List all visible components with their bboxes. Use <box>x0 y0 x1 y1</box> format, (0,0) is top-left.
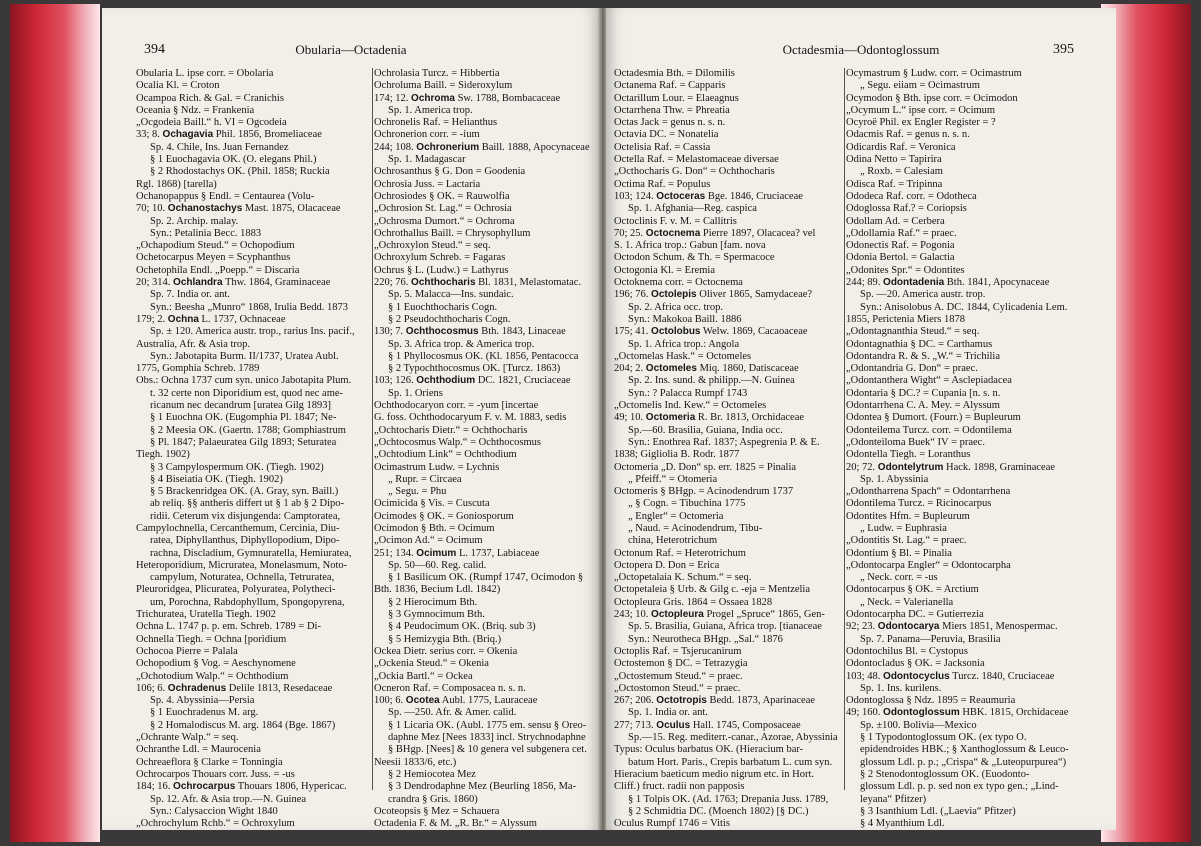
entry-line: Odonteilema Turcz. corr. = Odontilema <box>846 424 1012 436</box>
entry-line: 103; 124. Octoceras Bge. 1846, Cruciaceae <box>614 190 803 202</box>
entry-line: Syn.: Calysaccion Wight 1840 <box>150 805 278 817</box>
entry-line: Sp. 5. Malacca—Ins. sundaic. <box>388 289 514 301</box>
entry-line: Ochopodium § Vog. = Aeschynomene <box>136 658 296 670</box>
entry-line: Odacmis Raf. = genus n. s. n. <box>846 129 970 141</box>
entry-line: § 2 Stenodontoglossum OK. (Euodonto- <box>860 768 1030 780</box>
right-page-title: Octadesmia—Odontoglossum <box>782 42 940 57</box>
entry-line: Octomeria „D. Don“ sp. err. 1825 = Pinalia <box>614 461 797 473</box>
entry-line: „Ochrosion St. Lag.“ = Ochrosia <box>374 203 512 215</box>
entry-line: Sp. 2. Archip. malay. <box>150 215 239 227</box>
column-divider <box>372 68 373 790</box>
entry-line: Sp. 4. Chile, Ins. Juan Fernandez <box>150 141 289 153</box>
entry-line: Ochrolasia Turcz. = Hibbertia <box>374 68 500 79</box>
entry-line: Sp. ±100. Bolivia—Mexico <box>860 719 977 731</box>
entry-line: „Octostomon Steud.“ = praec. <box>614 682 741 694</box>
entry-line: 244; 89. Odontadenia Bth. 1841, Apocynaceae <box>846 277 1050 289</box>
entry-line: 130; 7. Ochthocosmus Bth. 1843, Linaceae <box>374 326 566 338</box>
entry-line: Syn.: Neurotheca BHgp. „Sal.“ 1876 <box>628 633 783 645</box>
entry-line: § 5 Brackenridgea OK. (A. Gray, syn. Baill.) <box>150 486 339 498</box>
entry-line: Australia, Afr. & Asia trop. <box>136 338 251 350</box>
entry-line: Ochrosia Juss. = Lactaria <box>374 178 481 190</box>
entry-line: § 3 Gymnocimum Bth. <box>388 609 485 621</box>
entry-line: Syn.: Beesha „Munro“ 1868, Irulia Bedd. 1873 <box>150 301 349 313</box>
entry-line: Syn.: Anisolobus A. DC. 1844, Cylicadenia Lem. <box>860 301 1068 313</box>
entry-line: Ocymastrum § Ludw. corr. = Ocimastrum <box>846 68 1022 79</box>
entry-line: Trichuratea, Uratella Tiegh. 1902 <box>136 609 276 621</box>
entry-line: Pleuroridgea, Plicuratea, Polyuratea, Polytheci- <box>136 584 336 596</box>
entry-line: Odicardis Raf. = Veronica <box>846 141 956 153</box>
entry-line: Syn.: Petalinia Becc. 1883 <box>150 227 262 239</box>
entry-line: Obs.: Ochna 1737 cum syn. unico Jabotapita Plum. <box>136 375 352 387</box>
entry-line: Octopera D. Don = Erica <box>614 559 720 571</box>
entry-line: Octonum Raf. = Heterotrichum <box>614 547 746 559</box>
entry-line: 243; 10. Octopleura Progel „Spruce“ 1865, Gen- <box>614 609 825 621</box>
entry-line: Ochna L. 1747 p. p. em. Schreb. 1789 = Di- <box>136 621 321 633</box>
entry-line: Neesii 1833/6, etc.) <box>374 756 457 768</box>
entry-line: Sp. 12. Afr. & Asia trop.—N. Guinea <box>150 793 307 805</box>
entry-line: 1838; Gigliolia B. Rodr. 1877 <box>614 449 740 461</box>
entry-line: „Octostemum Steud.“ = praec. <box>614 670 743 682</box>
right-page-number: 395 <box>1053 42 1074 57</box>
entry-line: 174; 12. Ochroma Sw. 1788, Bombacaceae <box>374 92 561 104</box>
entry-line: Sp. 1. America trop. <box>388 104 473 116</box>
entry-line: Odontella Tiegh. = Loranthus <box>846 449 971 461</box>
entry-line: Octodon Schum. & Th. = Spermacoce <box>614 252 775 264</box>
entry-line: Odontandra R. & S. „W.“ = Trichilia <box>846 350 1000 362</box>
left-page-header <box>102 42 600 60</box>
entry-line: Octarillum Lour. = Elaeagnus <box>614 92 739 104</box>
entry-line: 277; 713. Oculus Hall. 1745, Composaceae <box>614 719 801 731</box>
entry-line: § 4 Peudocimum OK. (Briq. sub 3) <box>388 621 536 633</box>
entry-line: 103; 48. Odontocyclus Turcz. 1840, Cruciaceae <box>846 670 1055 682</box>
entry-line: § 2 Typochthocosmus OK. [Turcz. 1863) <box>388 363 561 375</box>
entry-line: 179; 2. Ochna L. 1737, Ochnaceae <box>136 313 286 325</box>
entry-line: 1855, Perictenia Miers 1878 <box>846 313 965 325</box>
entry-line: § 1 Euochagavia OK. (O. elegans Phil.) <box>150 154 317 166</box>
entry-line: „Ocimon Ad.“ = Ocimum <box>374 535 483 547</box>
entry-line: rachna, Discladium, Gymnuratella, Hemiuratea, <box>150 547 352 559</box>
entry-line: Odontites Hfm. = Bupleurum <box>846 510 970 522</box>
entry-line: Ochroxylum Schreb. = Fagaras <box>374 252 506 264</box>
entry-line: 103; 126. Ochthodium DC. 1821, Cruciaceae <box>374 375 571 387</box>
entry-line: Odontarrhena C. A. Mey. = Alyssum <box>846 400 1000 412</box>
entry-line: 49; 10. Octomeria R. Br. 1813, Orchidaceae <box>614 412 805 424</box>
entry-line: 70; 10. Ochanostachys Mast. 1875, Olacaceae <box>136 203 341 215</box>
entry-line: § 2 Pseudochthocharis Cogn. <box>388 313 511 325</box>
entry-line: Odoglossa Raf.? = Coriopsis <box>846 203 967 215</box>
entry-line: Odontoglossa § Ndz. 1895 = Reaumuria <box>846 695 1016 707</box>
entry-line: § 1 Euochthocharis Cogn. <box>388 301 498 313</box>
entry-line: Odontilema Turcz. = Ricinocarpus <box>846 498 992 510</box>
entry-line: § 4 Myanthium Ldl. <box>860 818 945 830</box>
entry-line: § 2 Hemiocotea Mez <box>388 768 476 780</box>
entry-line: Ocimicida § Vis. = Cuscuta <box>374 498 490 510</box>
entry-line: § 2 Rhodostachys OK. (Phil. 1858; Ruckia <box>150 166 330 178</box>
entry-line: Ocimodon § Bth. = Ocimum <box>374 522 495 534</box>
entry-line: Rgl. 1868) [tarella) <box>136 178 217 190</box>
entry-line: 1775, Gomphia Schreb. 1789 <box>136 363 260 375</box>
entry-line: Ocalia Kl. = Croton <box>136 80 220 92</box>
entry-line: Octella Raf. = Melastomaceae diversae <box>614 154 779 166</box>
entry-line: § 1 Euochna OK. (Eugomphia Pl. 1847; Ne- <box>150 412 337 424</box>
entry-line: „Ochtodium Link“ = Ochthodium <box>374 449 517 461</box>
entry-line: Hieracium baeticum medio nigrum etc. in Hort. <box>614 768 815 780</box>
entry-line: t. 32 certe non Diporidium est, quod nec ame- <box>150 387 344 399</box>
entry-line: „Odontandria G. Don“ = praec. <box>846 363 978 375</box>
right-page-header <box>606 42 1116 60</box>
entry-line: Ochnella Tiegh. = Ochna [poridium <box>136 633 287 645</box>
entry-line: Odisca Raf. = Tripinna <box>846 178 943 190</box>
left-page-title: Obularia—Octadenia <box>295 42 407 57</box>
entry-line: Octoplis Raf. = Tsjerucanirum <box>614 645 742 657</box>
entry-line: 92; 23. Odontocarya Miers 1851, Menospermac. <box>846 621 1058 633</box>
entry-line: 100; 6. Ocotea Aubl. 1775, Lauraceae <box>374 695 538 707</box>
entry-line: Ochrosiodes § OK. = Rauwolfia <box>374 190 510 202</box>
entry-line: Ocneron Raf. = Composacea n. s. n. <box>374 682 526 694</box>
entry-line: 20; 314. Ochlandra Thw. 1864, Graminaceae <box>136 277 331 289</box>
entry-line: § 1 Typodontoglossum OK. (ex typo O. <box>860 732 1027 744</box>
entry-line: Ochthodocaryon corr. = -yum [incertae <box>374 400 539 412</box>
entry-line: Syn.: Makokoa Baill. 1886 <box>628 313 742 325</box>
entry-line: Sp.—60. Brasilia, Guiana, India occ. <box>628 424 783 436</box>
entry-line: 267; 206. Octotropis Bedd. 1873, Aparinaceae <box>614 695 816 707</box>
left-column-2 <box>374 68 596 830</box>
entry-line: Ochreaeflora § Clarke = Tonningia <box>136 756 283 768</box>
entry-line: § 1 Tolpis OK. (Ad. 1763; Drepania Juss. 1789, <box>628 793 829 805</box>
entry-line: Octas Jack = genus n. s. n. <box>614 117 726 129</box>
entry-line: Typus: Oculus barbatus OK. (Hieracium bar- <box>614 744 804 756</box>
entry-line: Ochetophila Endl. „Poepp.“ = Discaria <box>136 264 300 276</box>
entry-line: Oculus Rumpf 1746 = Vitis <box>614 818 730 830</box>
right-column-2 <box>846 68 1082 830</box>
entry-line: Ochocoa Pierre = Palala <box>136 645 238 657</box>
entry-line: Octoclinis F. v. M. = Callitris <box>614 215 737 227</box>
entry-line: „Odontitis St. Lag.“ = praec. <box>846 535 967 547</box>
entry-line: 106; 6. Ochradenus Delile 1813, Resedaceae <box>136 682 333 694</box>
entry-line: 204; 2. Octomeles Miq. 1860, Datiscaceae <box>614 363 799 375</box>
entry-line: Heteroporidium, Micruratea, Monelasmum, Noto- <box>136 559 348 571</box>
entry-line: § 1 Basilicum OK. (Rumpf 1747, Ocimodon § <box>388 572 584 584</box>
entry-line: Ochrothallus Baill. = Chrysophyllum <box>374 227 531 239</box>
entry-line: Octavia DC. = Nonatelia <box>614 129 719 141</box>
entry-line: § 3 Isanthium Ldl. („Laevia“ Pfitzer) <box>860 805 1016 817</box>
entry-line: „Ochotodium Walp.“ = Ochthodium <box>136 670 289 682</box>
entry-line: S. 1. Africa trop.: Gabun [fam. nova <box>614 240 766 252</box>
entry-line: Sp. —250. Afr. & Amer. calid. <box>388 707 517 719</box>
entry-line: Bth. 1836, Becium Ldl. 1842) <box>374 584 501 596</box>
entry-line: china, Heterotrichum <box>628 535 718 547</box>
entry-line: glossum Ldl. p. p.; „Crispa“ & „Luteopurpurea“) <box>860 756 1067 768</box>
entry-line: Ocampoa Rich. & Gal. = Cranichis <box>136 92 284 104</box>
entry-line: 175; 41. Octolobus Welw. 1869, Cacaoaceae <box>614 326 808 338</box>
entry-line: „Ochrochylum Rchb.“ = Ochroxylum <box>136 818 295 830</box>
entry-line: Syn.: Jabotapita Burm. II/1737, Uratea Aubl. <box>150 350 339 362</box>
entry-line: Octostemon § DC. = Tetrazygia <box>614 658 748 670</box>
entry-line: 244; 108. Ochronerium Baill. 1888, Apocynaceae <box>374 141 590 153</box>
entry-line: Ocyroë Phil. ex Engler Register = ? <box>846 117 996 129</box>
entry-line: Ochrosanthus § G. Don = Goodenia <box>374 166 526 178</box>
entry-line: „Ochapodium Steud.“ = Ochopodium <box>136 240 295 252</box>
entry-line: „ Ludw. = Euphrasia <box>860 522 947 534</box>
entry-line: epidendroides HBK.; § Xanthoglossum & Leuco- <box>860 744 1069 756</box>
entry-line: Obularia L. ipse corr. = Obolaria <box>136 68 274 79</box>
entry-line: Odollam Ad. = Cerbera <box>846 215 945 227</box>
entry-line: „Ocgodeia Baill.“ h. VI = Ogcodeia <box>136 117 287 129</box>
entry-line: Sp. 1. Ins. kurilens. <box>860 682 942 694</box>
entry-line: Octanema Raf. = Capparis <box>614 80 726 92</box>
entry-line: Ocimodes § OK. = Goniosporum <box>374 510 514 522</box>
entry-line: ab reliq. §§ antheris differt ut § 1 ab § 2 Dipo- <box>150 498 345 510</box>
entry-line: „Ockenia Steud.“ = Okenia <box>374 658 489 670</box>
entry-line: Sp. ± 120. America austr. trop., rarius Ins. pacif., <box>150 326 355 338</box>
entry-line: Ochrocarpos Thouars corr. Juss. = -us <box>136 768 295 780</box>
entry-line: „Odontagnanthia Steud.“ = seq. <box>846 326 980 338</box>
entry-line: Ockea Dietr. serius corr. = Okenia <box>374 645 518 657</box>
entry-line: „Octomelas Hask.“ = Octomeles <box>614 350 752 362</box>
entry-line: „Octhocharis G. Don“ = Ochthocharis <box>614 166 775 178</box>
entry-line: Ochronelis Raf. = Helianthus <box>374 117 498 129</box>
entry-line: § 5 Hemizygia Bth. (Briq.) <box>388 633 502 645</box>
entry-line: „ Segu. = Phu <box>388 486 447 498</box>
entry-line: Octelisia Raf. = Cassia <box>614 141 711 153</box>
entry-line: crandra § Gris. 1860) <box>388 793 478 805</box>
entry-line: „ Roxb. = Calesiam <box>860 166 943 178</box>
entry-line: 184; 16. Ochrocarpus Thouars 1806, Hypericac. <box>136 781 347 793</box>
entry-line: „ § Cogn. = Tibuchina 1775 <box>628 498 746 510</box>
entry-line: Sp. 4. Abyssinia—Persia <box>150 695 255 707</box>
entry-line: „Ochrosma Dumort.“ = Ochroma <box>374 215 515 227</box>
entry-line: „ Rupr. = Circaea <box>388 473 462 485</box>
entry-line: Odontocarpus § OK. = Arctium <box>846 584 979 596</box>
entry-line: Sp. 2. Ins. sund. & philipp.—N. Guinea <box>628 375 795 387</box>
entry-line: Odonectis Raf. = Pogonia <box>846 240 955 252</box>
entry-line: Octadenia F. & M. „R. Br.“ = Alyssum <box>374 818 537 830</box>
entry-line: „ Naud. = Acinodendrum, Tibu- <box>628 522 763 534</box>
entry-line: Sp. 7. India or. ant. <box>150 289 230 301</box>
entry-line: Sp.—15. Reg. mediterr.-canar., Azorae, Abyssinia <box>628 732 838 744</box>
entry-line: § 4 Biseiatia OK. (Tiegh. 1902) <box>150 473 283 485</box>
entry-line: „Ockia Bartl.“ = Ockea <box>374 670 473 682</box>
entry-line: „ Segu. eiiam = Ocimastrum <box>860 80 980 92</box>
entry-line: § Pl. 1847; Palaeuratea Gilg 1893; Seturatea <box>150 436 337 448</box>
entry-line: „Odontharrena Spach“ = Odontarrhena <box>846 486 1011 498</box>
right-page <box>606 8 1116 830</box>
left-page-number: 394 <box>144 42 165 57</box>
entry-line: Octadesmia Bth. = Dilomilis <box>614 68 735 79</box>
entry-line: „Ochtocosmus Walp.“ = Ochthocosmus <box>374 436 542 448</box>
entry-line: 220; 76. Ochthocharis Bl. 1831, Melastomatac. <box>374 277 582 289</box>
entry-line: daphne Mez [Nees 1833] incl. Strychnodaphne <box>388 732 586 744</box>
entry-line: 20; 72. Odontelytrum Hack. 1898, Graminaceae <box>846 461 1056 473</box>
entry-line: Ocimastrum Ludw. = Lychnis <box>374 461 500 473</box>
entry-line: Octima Raf. = Populus <box>614 178 711 190</box>
entry-line: Ochroluma Baill. = Sideroxylum <box>374 80 513 92</box>
entry-line: Ochranthe Ldl. = Maurocenia <box>136 744 261 756</box>
entry-line: Odontocladus § OK. = Jacksonia <box>846 658 985 670</box>
entry-line: Odontagnathia § DC. = Carthamus <box>846 338 993 350</box>
right-column-1 <box>614 68 846 830</box>
entry-line: Odontaria § DC.? = Cupania [n. s. n. <box>846 387 1001 399</box>
left-column-1 <box>136 68 368 830</box>
entry-line: § 2 Hierocimum Bth. <box>388 596 478 608</box>
entry-line: „Ochtocharis Dietr.“ = Ochthocharis <box>374 424 528 436</box>
entry-line: 49; 160. Odontoglossum HBK. 1815, Orchidaceae <box>846 707 1069 719</box>
entry-line: „ Engler“ = Octomeria <box>628 510 724 522</box>
entry-line: „Ocymum L.“ ipse corr. = Ocimum <box>846 104 996 116</box>
entry-line: Sp. 1. Madagascar <box>388 154 466 166</box>
entry-line: § 2 Schmidtia DC. (Moench 1802) [§ DC.) <box>628 805 809 817</box>
entry-line: „Odonites Spr.“ = Odontites <box>846 264 965 276</box>
entry-line: Octomeris § BHgp. = Acinodendrum 1737 <box>614 486 794 498</box>
entry-line: Oceania § Ndz. = Frankenia <box>136 104 255 116</box>
entry-line: Ochanopappus § Endl. = Centaurea (Volu- <box>136 190 315 202</box>
entry-line: 251; 134. Ocimum L. 1737, Labiaceae <box>374 547 540 559</box>
entry-line: Octoknema corr. = Octocnema <box>614 277 743 289</box>
entry-line: Sp. 50—60. Reg. calid. <box>388 559 487 571</box>
entry-line: „Odonteiloma Buek“ IV = praec. <box>846 436 985 448</box>
entry-line: Ochronerion corr. = -ium <box>374 129 480 141</box>
entry-line: ridii. Ceterum vix disjungenda: Camptoratea, <box>150 510 341 522</box>
entry-line: Ochrus § L. (Ludw.) = Lathyrus <box>374 264 509 276</box>
entry-line: Sp. 2. Africa occ. trop. <box>628 301 724 313</box>
left-page-edges <box>10 4 100 842</box>
entry-line: § 3 Dendrodaphne Mez (Beurling 1856, Ma- <box>388 781 577 793</box>
entry-line: Sp. 7. Panama—Peruvia, Brasilia <box>860 633 1001 645</box>
entry-line: 70; 25. Octocnema Pierre 1897, Olacacea? vel <box>614 227 816 239</box>
entry-line: „ Neck. corr. = -us <box>860 572 938 584</box>
entry-line: Campylochnella, Cercanthemum, Cercinia, Diu- <box>136 522 340 534</box>
entry-line: Odontocarpha DC. = Gutierrezia <box>846 609 984 621</box>
entry-line: § 2 Homalodiscus M. arg. 1864 (Bge. 1867) <box>150 719 336 731</box>
entry-line: campylum, Noturatea, Ochnella, Tetruratea, <box>150 572 335 584</box>
entry-line: „Ochroxylon Steud.“ = seq. <box>374 240 491 252</box>
entry-line: Octogonia Kl. = Eremia <box>614 264 715 276</box>
entry-line: Odontea § Dumort. (Fourr.) = Bupleurum <box>846 412 1021 424</box>
entry-line: „ Pfeiff.“ = Otomeria <box>628 473 718 485</box>
entry-line: „ Neck. = Valerianella <box>860 596 954 608</box>
entry-line: § BHgp. [Nees] & 10 genera vel subgenera cet. <box>388 744 587 756</box>
entry-line: ratea, Diphyllanthus, Diphyllopodium, Dipo- <box>150 535 340 547</box>
entry-line: Odonia Bertol. = Galactia <box>846 252 955 264</box>
entry-line: Octopleura Gris. 1864 = Ossaea 1828 <box>614 596 773 608</box>
entry-line: um, Porochna, Rabdophyllum, Spongopyrena, <box>150 596 345 608</box>
entry-line: „Odollamia Raf.“ = praec. <box>846 227 957 239</box>
entry-line: Odontochilus Bl. = Cystopus <box>846 645 969 657</box>
entry-line: Ocymodon § Bth. ipse corr. = Ocimodon <box>846 92 1018 104</box>
entry-line: Sp. 1. Africa trop.: Angola <box>628 338 740 350</box>
entry-line: Sp. —20. America austr. trop. <box>860 289 986 301</box>
entry-line: „Ochrante Walp.“ = seq. <box>136 732 239 744</box>
entry-line: „Odontanthera Wight“ = Asclepiadacea <box>846 375 1012 387</box>
entry-line: § 3 Campylospermum OK. (Tiegh. 1902) <box>150 461 324 473</box>
entry-line: „Octomelis Ind. Kew.“ = Octomeles <box>614 400 767 412</box>
entry-line: „Octopetalaia K. Schum.“ = seq. <box>614 572 752 584</box>
entry-line: Ochetocarpus Meyen = Scyphanthus <box>136 252 291 264</box>
entry-line: Sp. 1. Abyssinia <box>860 473 929 485</box>
entry-line: § 2 Meesia OK. (Gaertn. 1788; Gomphiastrum <box>150 424 346 436</box>
entry-line: Sp. 1. Oriens <box>388 387 443 399</box>
entry-line: Cliff.) fruct. radii non papposis <box>614 781 745 793</box>
entry-line: „Odontocarpa Engler“ = Odontocarpha <box>846 559 1011 571</box>
entry-line: glossum Ldl. p. p. sed non ex typo gen.; „Lind- <box>860 781 1059 793</box>
entry-line: § 1 Phyllocosmus OK. (Kl. 1856, Pentacocca <box>388 350 579 362</box>
entry-line: Syn.: ? Palacca Rumpf 1743 <box>628 387 748 399</box>
entry-line: 196; 76. Octolepis Oliver 1865, Samydaceae? <box>614 289 813 301</box>
column-divider <box>844 68 845 790</box>
left-page <box>102 8 600 830</box>
entry-line: G. foss. Ochthodocaryum F. v. M. 1883, sedis <box>374 412 567 424</box>
entry-line: Ododeca Raf. corr. = Odotheca <box>846 190 977 202</box>
entry-line: Sp. 3. Africa trop. & America trop. <box>388 338 535 350</box>
entry-line: Odina Netto = Tapirira <box>846 154 942 166</box>
entry-line: Octopetaleia § Urb. & Gilg c. -eja = Mentzelia <box>614 584 811 596</box>
entry-line: Tiegh. 1902) <box>136 449 190 461</box>
entry-line: ricanum nec decandrum [uratea Gilg 1893] <box>150 400 332 412</box>
entry-line: Octarrhena Thw. = Phreatia <box>614 104 730 116</box>
entry-line: Ocoteopsis § Mez = Schauera <box>374 805 500 817</box>
entry-line: § 1 Licaria OK. (Aubl. 1775 em. sensu § Oreo- <box>388 719 587 731</box>
entry-line: 33; 8. Ochagavia Phil. 1856, Bromeliaceae <box>136 129 322 141</box>
entry-line: batum Hort. Paris., Crepis barbatum L. cum syn. <box>628 756 833 768</box>
entry-line: leyana“ Pfitzer) <box>860 793 927 805</box>
entry-line: Syn.: Enothrea Raf. 1837; Aspegrenia P. & E. <box>628 436 820 448</box>
entry-line: Sp. 1. Afghania—Reg. caspica <box>628 203 757 215</box>
entry-line: Sp. 5. Brasilia, Guiana, Africa trop. [tianaceae <box>628 621 822 633</box>
entry-line: § 1 Euochradenus M. arg. <box>150 707 259 719</box>
entry-line: Sp. 1. India or. ant. <box>628 707 708 719</box>
entry-line: Odontium § Bl. = Pinalia <box>846 547 952 559</box>
